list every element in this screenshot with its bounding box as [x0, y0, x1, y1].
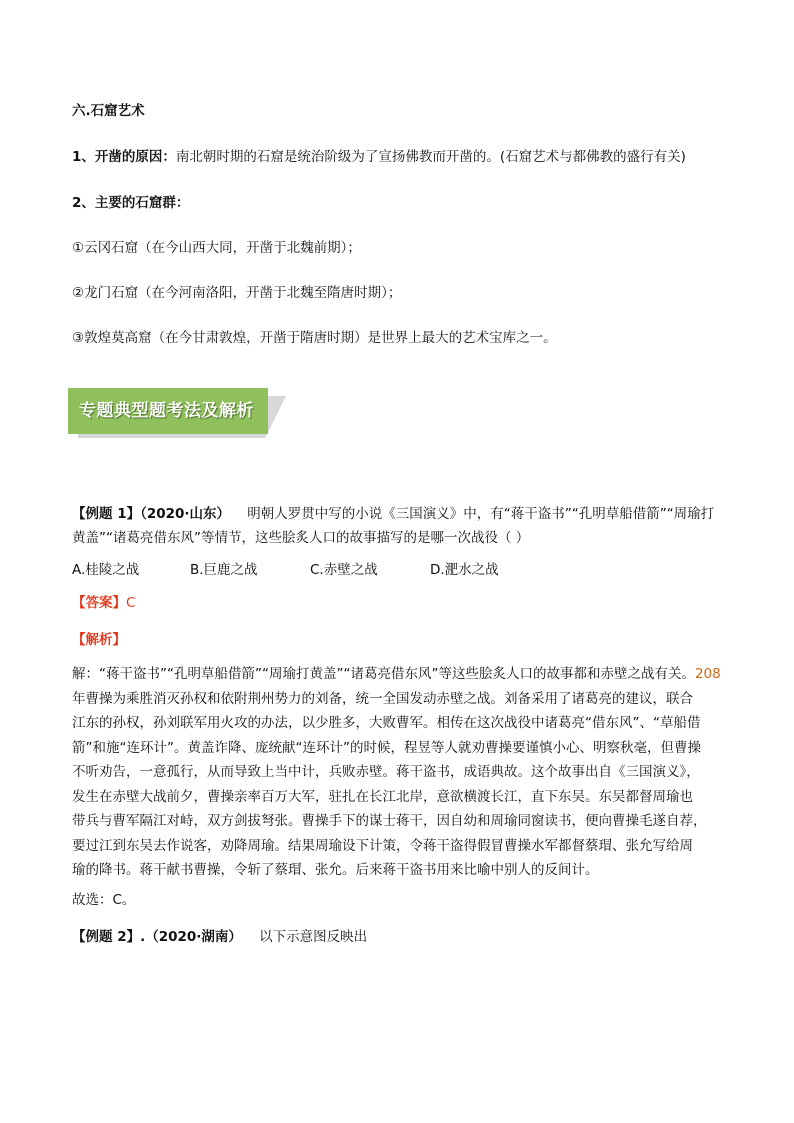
answer-value: C	[126, 595, 136, 611]
section-title: 六.石窟艺术	[72, 103, 145, 119]
analysis-text-orange: 208	[694, 666, 721, 682]
example1-question-line2: 黄盖”“诸葛亮借东风”等情节，这些脍炙人口的故事描写的是哪一次战役（ ）	[72, 530, 530, 546]
analysis-line: 江东的孙权，孙刘联军用火攻的办法，以少胜多，大败曹军。相传在这次战役中诸葛亮“借东风”、“草船借	[72, 715, 701, 731]
example1-tag: 【例题 1】（2020·山东）	[72, 506, 231, 522]
option-c: C.赤壁之战	[310, 562, 378, 578]
option-d: D.淝水之战	[430, 562, 499, 578]
analysis-line: 年曹操为乘胜消灭孙权和依附荆州势力的刘备，统一全国发动赤壁之战。刘备采用了诸葛亮的建议，联合	[72, 690, 693, 707]
reason-text: 南北朝时期的石窟是统治阶级为了宣扬佛教而开凿的。(石窟艺术与都佛教的盛行有关)	[175, 149, 686, 165]
analysis-line: 发生在赤壁大战前夕，曹操亲率百万大军，驻扎在长江北岸，意欲横渡长江，直下东吴。东吴都督周瑜也	[72, 788, 693, 805]
grotto-item-longmen: ②龙门石窟（在今河南洛阳，开凿于北魏至隋唐时期）；	[72, 285, 402, 301]
analysis-line	[72, 662, 722, 687]
analysis-label: 【解析】	[72, 632, 126, 648]
option-a: A.桂陵之战	[72, 562, 140, 578]
example2-text: 以下示意图反映出	[259, 929, 368, 945]
grotto-item-mogao: ③敦煌莫高窟（在今甘肃敦煌，开凿于隋唐时期）是世界上最大的艺术宝库之一。	[72, 330, 557, 346]
example1-question-text: 明朝人罗贯中写的小说《三国演义》中，有“蒋干盗书”“孔明草船借箭”“周瑜打	[247, 506, 715, 522]
analysis-line: 要过江到东吴去作说客，劝降周瑜。结果周瑜设下计策，令蒋干盗得假冒曹操水军都督蔡瑁、张允写给周	[72, 837, 693, 854]
grotto-item-yungang: ①云冈石窟（在今山西大同，开凿于北魏前期）；	[72, 240, 361, 256]
answer-label: 【答案】	[72, 595, 126, 611]
analysis-line: 瑜的降书。蒋干献书曹操，令斩了蔡瑁、张允。后来蒋干盗书用来比喻中别人的反间计。	[72, 862, 599, 878]
analysis-line: 不听劝告，一意孤行，从而导致上当中计，兵败赤壁。蒋干盗书，成语典故。这个故事出自《三国演义》，	[72, 764, 700, 780]
conclusion-line: 故选：C。	[72, 892, 136, 908]
example2-tag: 【例题 2】.（2020·湖南）	[72, 929, 242, 945]
example2-line	[72, 928, 367, 946]
analysis-line: 带兵与曹军隔江对峙，双方剑拔弩张。曹操手下的谋士蒋干，因自幼和周瑜同窗读书，便向曹操毛遂自荐，	[72, 813, 707, 829]
reason-line	[72, 148, 686, 166]
analysis-text-black: 解：“蒋干盗书”“孔明草船借箭”“周瑜打黄盖”“诸葛亮借东风”等这些脍炙人口的故事都和赤壁之战有关。	[72, 666, 695, 682]
analysis-paragraph	[72, 662, 722, 883]
banner-label: 专题典型题考法及解析	[68, 388, 268, 434]
grottoes-heading: 2、主要的石窟群：	[72, 195, 190, 211]
reason-label: 1、开凿的原因：	[72, 149, 176, 165]
answer-line	[72, 594, 135, 612]
option-b: B.巨鹿之战	[190, 562, 258, 578]
analysis-line: 箭”和施“连环计”。黄盖诈降、庞统献“连环计”的时候，程昱等人就劝曹操要谨慎小心、明察秋毫，但曹操	[72, 739, 701, 756]
topic-banner	[68, 388, 290, 440]
example1-question-line1	[72, 505, 714, 523]
